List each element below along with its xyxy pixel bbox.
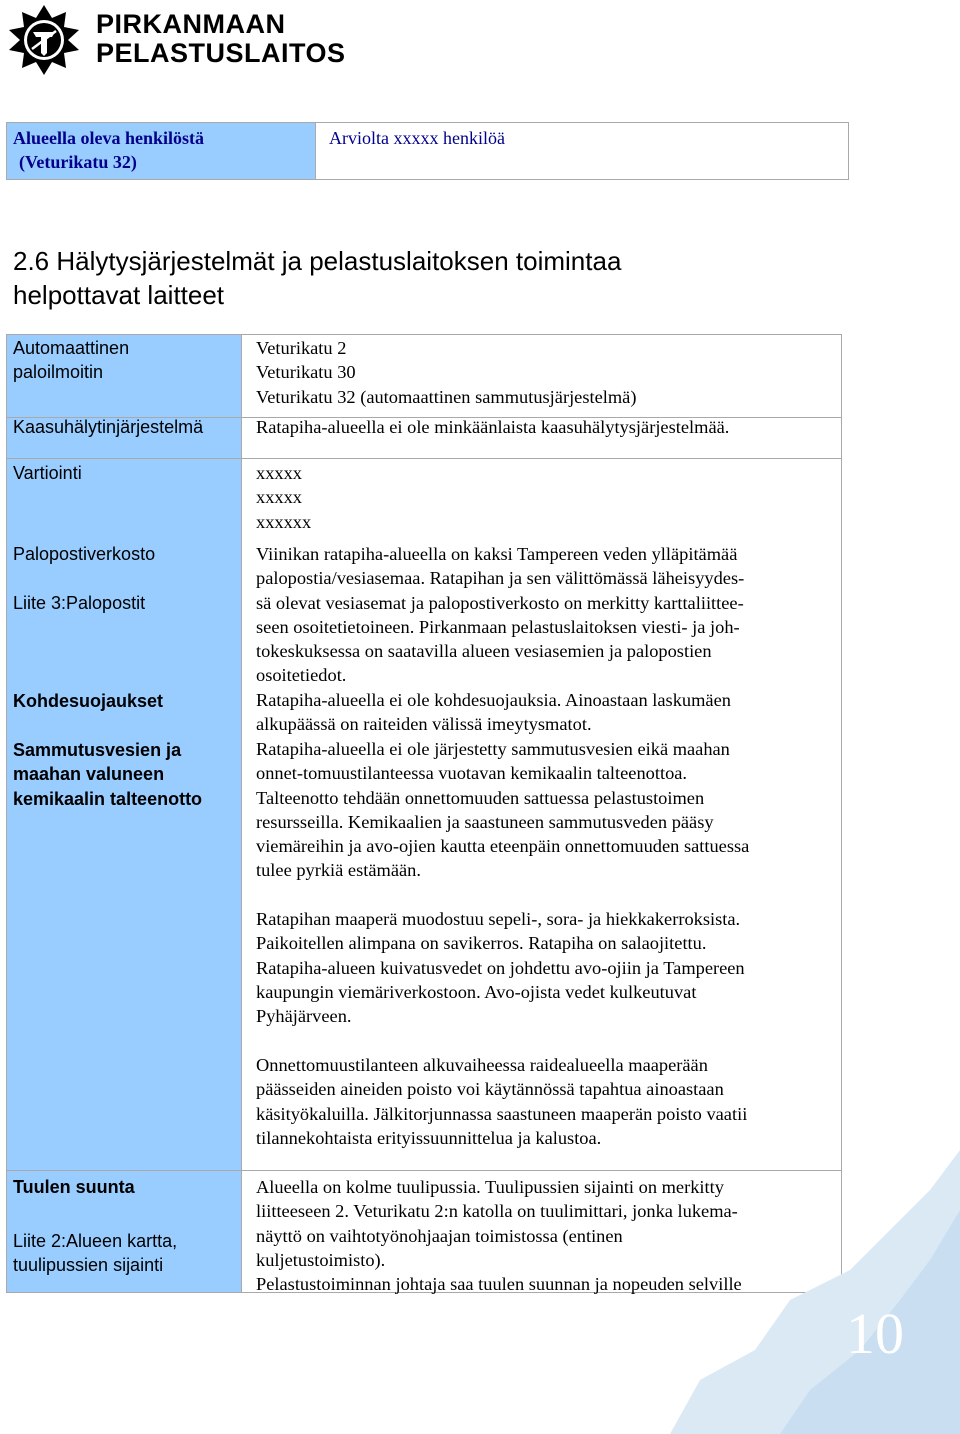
logo-line2: PELASTUSLAITOS — [96, 38, 346, 68]
logo-wordmark — [96, 10, 346, 68]
fire-alarm-line: Veturikatu 32 (automaattinen sammutusjärjestelmä) — [256, 386, 637, 407]
protection-line: Ratapiha-alueella ei ole kohdesuojauksia. Ainoastaan laskumäen — [256, 690, 731, 710]
runoff-label-line2: maahan valuneen — [13, 764, 165, 785]
runoff-line: käsityökaluilla. Jälkitorjunnassa saastuneen maaperän poisto vaatii — [256, 1103, 748, 1124]
wind-line: liitteeseen 2. Veturikatu 2:n katolla on tuulimittari, jonka lukema- — [256, 1201, 738, 1222]
staff-value: Arviolta xxxxx henkilöä — [329, 128, 505, 148]
hydrants-label: Palopostiverkosto — [13, 544, 156, 564]
wind-line: Pelastustoiminnan johtaja saa tuulen suunnan ja nopeuden selville — [256, 1274, 742, 1295]
pelastuslaitos-logo — [8, 4, 346, 74]
runoff-paragraph-3 — [256, 1053, 747, 1150]
section-heading — [13, 244, 943, 312]
staff-value-cell — [316, 123, 849, 180]
wind-sublabel-line1: Liite 2:Alueen kartta, — [13, 1231, 178, 1251]
fire-alarm-label-line1: Automaattinen — [13, 338, 130, 358]
runoff-line: tilannekohtaista erityissuunnittelua ja kalustoa. — [256, 1127, 602, 1148]
runoff-line: resursseilla. Kemikaalien ja saastuneen sammutusveden pääsy — [256, 811, 714, 832]
guarding-label: Vartiointi — [13, 463, 82, 483]
protection-text — [256, 688, 731, 737]
fire-alarm-label — [13, 336, 129, 385]
hydrants-line: Viinikan ratapiha-alueella on kaksi Tampereen veden ylläpitämää — [256, 544, 738, 564]
runoff-line: Onnettomuustilanteen alkuvaiheessa raidealueella maaperään — [256, 1055, 708, 1075]
runoff-line: viemäreihin ja avo-ojien kautta eteenpäin onnettomuuden sattuessa — [256, 836, 750, 857]
protection-label: Kohdesuojaukset — [13, 691, 164, 711]
guarding-line: xxxxxx — [256, 511, 312, 532]
runoff-line: Talteenotto tehdään onnettomuuden sattuessa pelastustoimen — [256, 787, 705, 808]
staff-label-line1: Alueella oleva henkilöstä — [13, 128, 205, 148]
hydrants-line: tokeskuksessa on saatavilla alueen vesiasemien ja palopostien — [256, 641, 712, 662]
wind-label: Tuulen suunta — [13, 1177, 135, 1197]
runoff-line: kaupungin viemäriverkostoon. Avo-ojista vedet kulkeutuvat — [256, 981, 697, 1002]
emblem-icon — [8, 4, 80, 76]
hydrants-line: sä olevat vesiasemat ja palopostiverkosto on merkitty karttaliittee- — [256, 592, 744, 613]
hydrants-text — [256, 542, 744, 688]
fire-alarm-label-line2: paloilmoitin — [13, 362, 104, 383]
runoff-line: Paikoitellen alimpana on savikerros. Ratapiha on salaojitettu. — [256, 933, 707, 954]
hydrants-line: palopostia/vesiasemaa. Ratapihan ja sen välittömässä läheisyydes- — [256, 568, 745, 589]
wind-line: kuljetustoimisto). — [256, 1249, 386, 1270]
runoff-line: Pyhäjärveen. — [256, 1006, 352, 1027]
logo-line1: PIRKANMAAN — [96, 9, 286, 39]
gas-alarm-text: Ratapiha-alueella ei ole minkäänlaista kaasuhälytysjärjestelmää. — [256, 417, 730, 437]
hydrants-line: seen osoitetietoineen. Pirkanmaan pelastuslaitoksen viesti- ja joh- — [256, 616, 740, 637]
fire-alarm-line: Veturikatu 2 — [256, 338, 347, 358]
wind-line: näyttö on vaihtotyönohjaajan toimistossa (entinen — [256, 1225, 623, 1246]
runoff-line: tulee pyrkiä estämään. — [256, 860, 421, 881]
guarding-text — [256, 461, 311, 534]
runoff-label-line3: kemikaalin talteenotto — [13, 788, 203, 809]
runoff-line: päässeiden aineiden poisto voi käytännössä tapahtua ainoastaan — [256, 1079, 724, 1100]
runoff-line: Ratapihan maaperä muodostuu sepeli-, sora- ja hiekkakerroksista. — [256, 909, 741, 929]
protection-line: alkupäässä on raiteiden välissä imeytysmatot. — [256, 714, 592, 735]
runoff-paragraph-2 — [256, 907, 745, 1028]
gas-alarm-label: Kaasuhälytinjärjestelmä — [13, 417, 204, 437]
hydrants-line: osoitetiedot. — [256, 665, 347, 686]
staff-label-cell — [7, 123, 316, 180]
staff-label-line2: (Veturikatu 32) — [19, 152, 137, 172]
section-heading-line2: helpottavat laitteet — [13, 280, 225, 310]
runoff-line: onnet-tomuustilanteessa vuotavan kemikaalin talteenottoa. — [256, 763, 688, 784]
guarding-line: xxxxx — [256, 487, 302, 508]
runoff-paragraph-1 — [256, 737, 749, 883]
wind-sublabel-line2: tuulipussien sijainti — [13, 1255, 164, 1276]
section-heading-line1: 2.6 Hälytysjärjestelmät ja pelastuslaitoksen toimintaa — [13, 246, 622, 276]
wind-line: Alueella on kolme tuulipussia. Tuulipussien sijainti on merkitty — [256, 1177, 724, 1197]
fire-alarm-addresses — [256, 336, 636, 409]
runoff-label — [13, 738, 202, 811]
staff-table — [6, 122, 849, 180]
runoff-line: Ratapiha-alueella ei ole järjestetty sammutusvesien eikä maahan — [256, 739, 730, 759]
hydrants-sublabel: Liite 3:Palopostit — [13, 593, 146, 613]
wind-sublabel — [13, 1229, 177, 1278]
fire-alarm-line: Veturikatu 30 — [256, 362, 356, 383]
corner-watermark — [660, 1150, 960, 1434]
runoff-line: Ratapiha-alueen kuivatusvedet on johdettu avo-ojiin ja Tampereen — [256, 957, 745, 978]
page-number: 10 — [846, 1301, 904, 1366]
runoff-label-line1: Sammutusvesien ja — [13, 740, 182, 760]
guarding-line: xxxxx — [256, 463, 302, 483]
